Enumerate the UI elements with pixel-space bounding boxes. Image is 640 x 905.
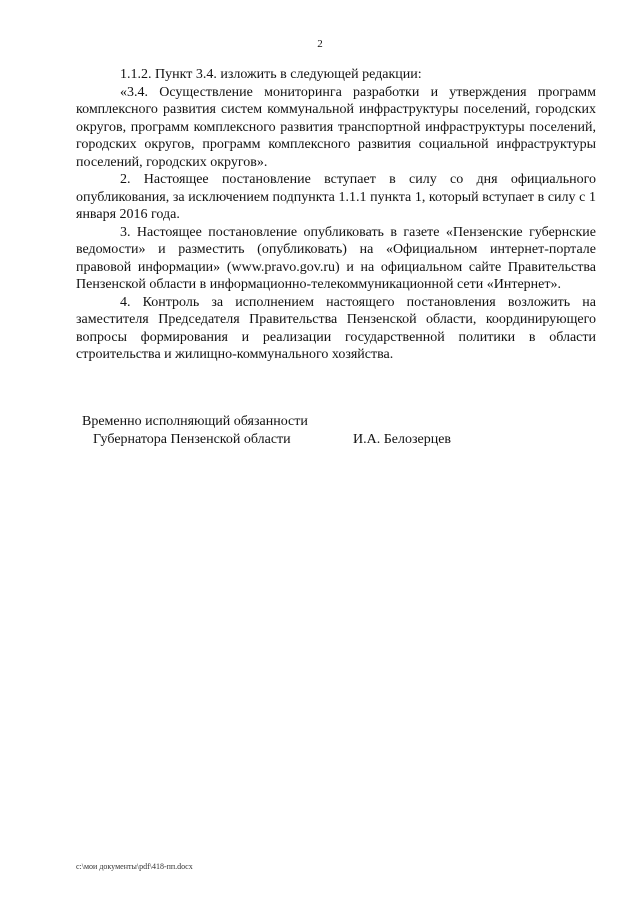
page-number: 2 (317, 38, 323, 50)
footer-file-path: c:\мои документы\pdf\418-пп.docx (76, 862, 193, 871)
signature-title-line-2: Губернатора Пензенской области (93, 432, 291, 447)
signatory-name: И.А. Белозерцев (353, 432, 452, 447)
paragraph-item-2: 2. Настоящее постановление вступает в силу со дня официального опубликования, за исключением подпункта 1.1.1 пункта 1, который вступает в силу с 1 января 2016 года. (76, 172, 596, 222)
signature-block (82, 413, 502, 449)
paragraph-item-1-1-2: 1.1.2. Пункт 3.4. изложить в следующей редакции: (120, 67, 422, 82)
signature-title-line-1: Временно исполняющий обязанности (82, 414, 308, 429)
document-body (76, 66, 596, 364)
paragraph-quoted-3-4: «3.4. Осуществление мониторинга разработки и утверждения программ комплексного развития систем коммунальной инфраструктуры поселений, городских округов, программ комплексного развития транспортной инфраструктуры поселений, городских округов, программ комплексного развития социальной инфраструктуры поселений, городских округов». (76, 84, 596, 170)
paragraph-item-3: 3. Настоящее постановление опубликовать в газете «Пензенские губернские ведомости» и разместить (опубликовать) на «Официальном интернет-портале правовой информации» (www.pravo.gov.ru) и на официальном сайте Правительства Пензенской области в информационно-телекоммуникационной сети «Интернет». (76, 224, 596, 292)
signature-line-2 (82, 431, 502, 449)
paragraph-item-4: 4. Контроль за исполнением настоящего постановления возложить на заместителя Председателя Правительства Пензенской области, координирующего вопросы формирования и реализации государственной политики в области строительства и жилищно-коммунального хозяйства. (76, 294, 596, 362)
